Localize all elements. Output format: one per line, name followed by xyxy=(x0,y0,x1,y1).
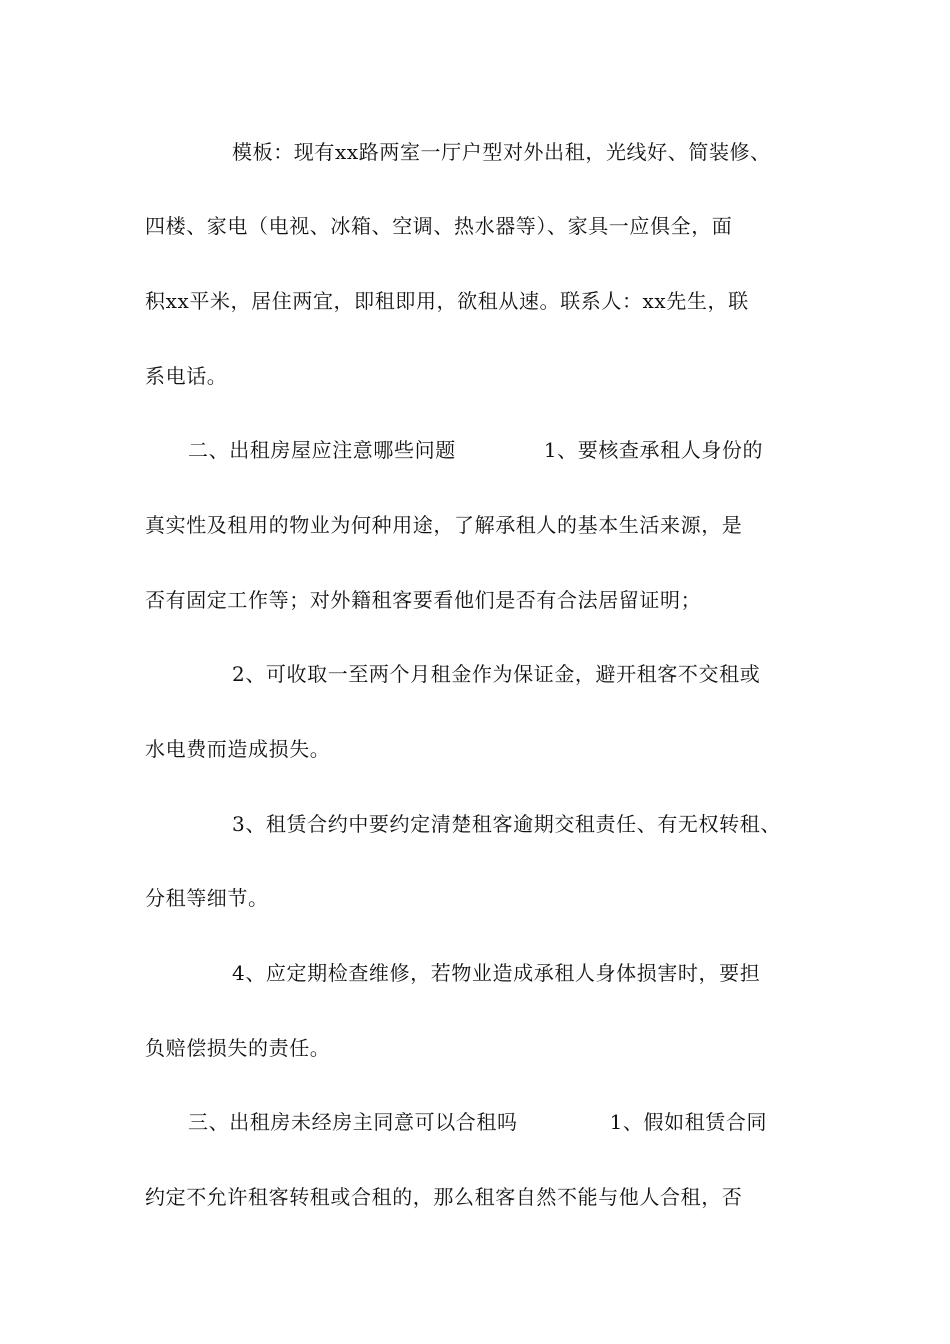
paragraph-text: 1、假如租赁合同 xyxy=(609,1110,768,1134)
paragraph-line: 3、租赁合约中要约定清楚租客逾期交租责任、有无权转租、 xyxy=(232,812,781,836)
section-heading-line xyxy=(188,436,763,464)
section-heading: 三、出租房未经房主同意可以合租吗 xyxy=(188,1110,518,1134)
paragraph-line: 真实性及租用的物业为何种用途，了解承租人的基本生活来源，是 xyxy=(145,513,743,537)
paragraph-line: 分租等细节。 xyxy=(145,886,269,910)
section-heading-line xyxy=(188,1108,767,1136)
paragraph-line: 模板：现有xx路两室一厅户型对外出租，光线好、简装修、 xyxy=(232,140,771,164)
paragraph-line: 负赔偿损失的责任。 xyxy=(145,1036,331,1060)
paragraph-line: 否有固定工作等；对外籍租客要看他们是否有合法居留证明； xyxy=(145,588,702,612)
paragraph-line: 系电话。 xyxy=(145,364,228,388)
paragraph-line: 4、应定期检查维修，若物业造成承租人身体损害时，要担 xyxy=(232,961,761,985)
paragraph-line: 积xx平米，居住两宜，即租即用，欲租从速。联系人：xx先生，联 xyxy=(145,289,749,313)
paragraph-line: 水电费而造成损失。 xyxy=(145,737,331,761)
paragraph-line: 2、可收取一至两个月租金作为保证金，避开租客不交租或 xyxy=(232,662,761,686)
paragraph-text: 1、要核查承租人身份的 xyxy=(543,438,764,462)
section-heading: 二、出租房屋应注意哪些问题 xyxy=(188,438,456,462)
paragraph-line: 四楼、家电（电视、冰箱、空调、热水器等）、家具一应俱全，面 xyxy=(145,214,733,238)
paragraph-line: 约定不允许租客转租或合租的，那么租客自然不能与他人合租，否 xyxy=(145,1185,743,1209)
